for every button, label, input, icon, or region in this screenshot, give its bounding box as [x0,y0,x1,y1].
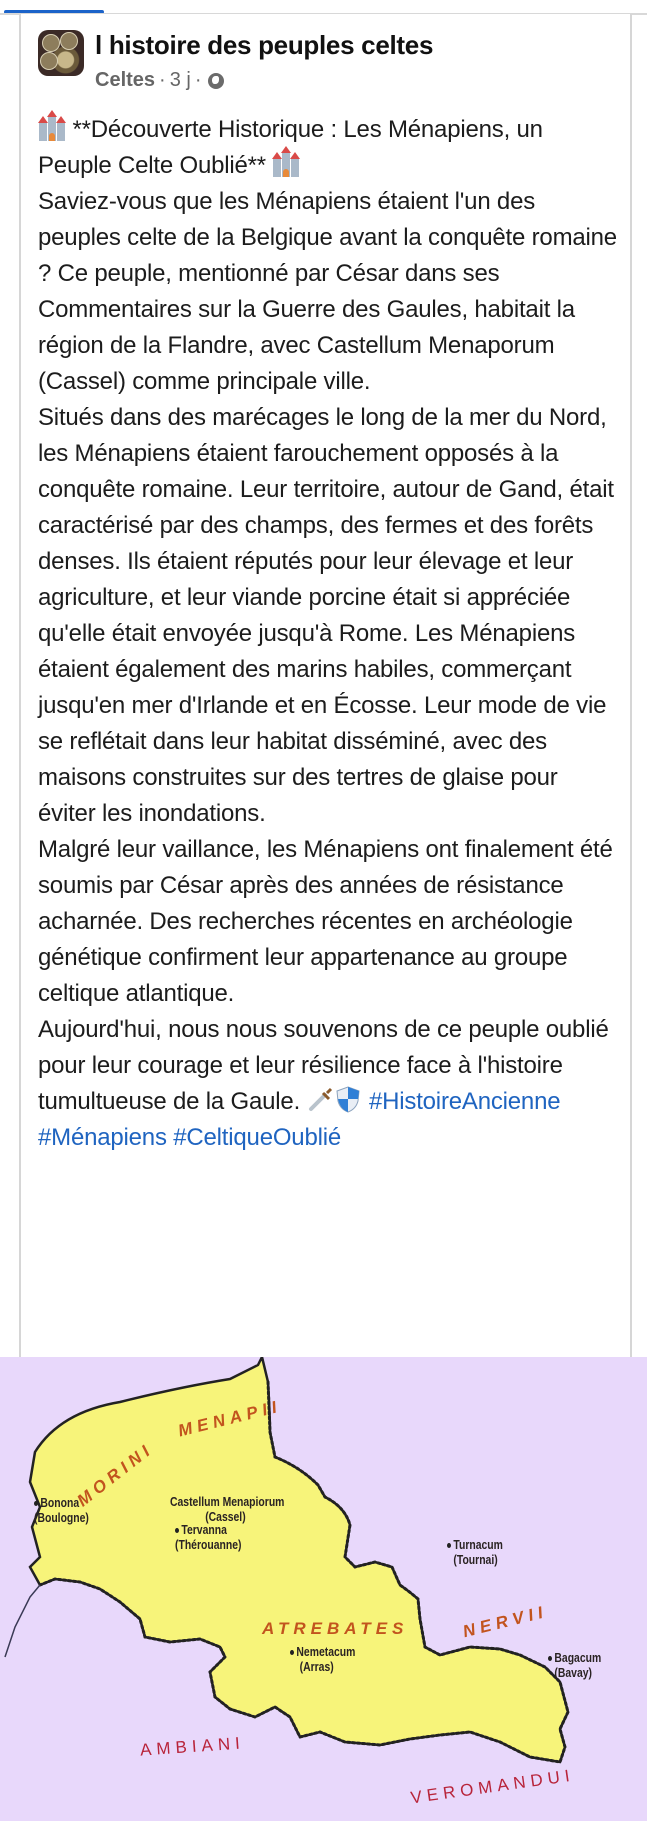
paragraph: Malgré leur vaillance, les Ménapiens ont finalement été soumis par César après des années de résistance acharnée. Des recherches récentes en archéologie génétique confirment leur appartenance au groupe celtique atlantique. [38,836,613,1007]
tribe-label-nervii: NERVII [460,1601,550,1642]
city-cassel: Castellum Menapiorum (Cassel) [170,1494,285,1524]
dagger-emoji-icon [307,1087,335,1115]
coin-icon [42,34,60,52]
post-body [38,112,618,1156]
castle-emoji-icon [272,149,300,177]
page-name-link[interactable]: l histoire des peuples celtes [95,30,434,60]
paragraph-closing [38,1012,618,1156]
coin-icon [40,52,58,70]
paragraph: Saviez-vous que les Ménapiens étaient l'un des peuples celte de la Belgique avant la conquête romaine ? Ce peuple, mentionné par César dans ses Commentaires sur la Guerre des Gaules, habitait la région de la Flandre, avec Castellum Menaporum (Cassel) comme principale ville. [38,188,617,395]
separator: · [159,69,166,91]
separator: · [194,69,202,91]
tribe-label-menapii: MENAPII [176,1396,284,1441]
city-bagacum: Bagacum (Bavay) [548,1650,601,1680]
tribe-label-atrebates: ATREBATES [262,1619,409,1638]
post-image-map[interactable] [0,1357,647,1821]
hashtag-link[interactable]: #HistoireAncienne [368,1088,561,1115]
hashtag-link[interactable]: #CeltiqueOublié [173,1124,342,1151]
headline-text: **Découverte Historique : Les Ménapiens, un Peuple Celte Oublié** [38,116,543,179]
shield-emoji-icon [335,1085,363,1113]
city-dot-icon [548,1656,552,1661]
post-age[interactable]: 3 j [169,69,191,91]
tribe-label-ambiani: AMBIANI [139,1733,246,1760]
coin-icon [60,32,78,50]
city-bonona: Bonona (Boulogne) [34,1495,89,1525]
city-dot-icon [447,1543,451,1548]
group-link[interactable]: Celtes [95,69,156,91]
post-meta [95,69,224,92]
city-dot-icon [175,1528,179,1533]
castle-emoji-icon [38,113,66,141]
paragraph: Situés dans des marécages le long de la mer du Nord, les Ménapiens étaient farouchement opposés à la conquête romaine. Leur territoire, autour de Gand, était caractérisé par des champs, des fermes et des forêts denses. Ils étaient réputés pour leur élevage et leur agriculture, et leur viande porcine était si appréciée qu'elle était envoyée jusqu'à Rome. Les Ménapiens étaient également des marins habiles, commerçant jusqu'en mer d'Irlande et en Écosse. Leur mode de vie se reflétait dans leur habitat disséminé, avec des maisons construites sur des tertres de glaise pour éviter les inondations. [38,404,614,827]
city-tervanna: Tervanna (Thérouanne) [175,1522,242,1552]
city-nemetacum: Nemetacum (Arras) [290,1644,355,1674]
map-outline [0,1357,647,1821]
hashtag-link[interactable]: #Ménapiens [38,1124,167,1151]
tribe-label-morini: MORINI [73,1438,158,1511]
city-dot-icon [290,1650,294,1655]
tribe-label-veromandui: VEROMANDUI [409,1765,576,1808]
globe-icon [208,73,224,89]
city-dot-icon [34,1501,38,1506]
avatar[interactable] [38,30,84,76]
post-headline [38,112,618,184]
closing-text: Aujourd'hui, nous nous souvenons de ce peuple oublié pour leur courage et leur résilience face à l'histoire tumultueuse de la Gaule. [38,1016,609,1115]
city-turnacum: Turnacum (Tournai) [447,1537,503,1567]
